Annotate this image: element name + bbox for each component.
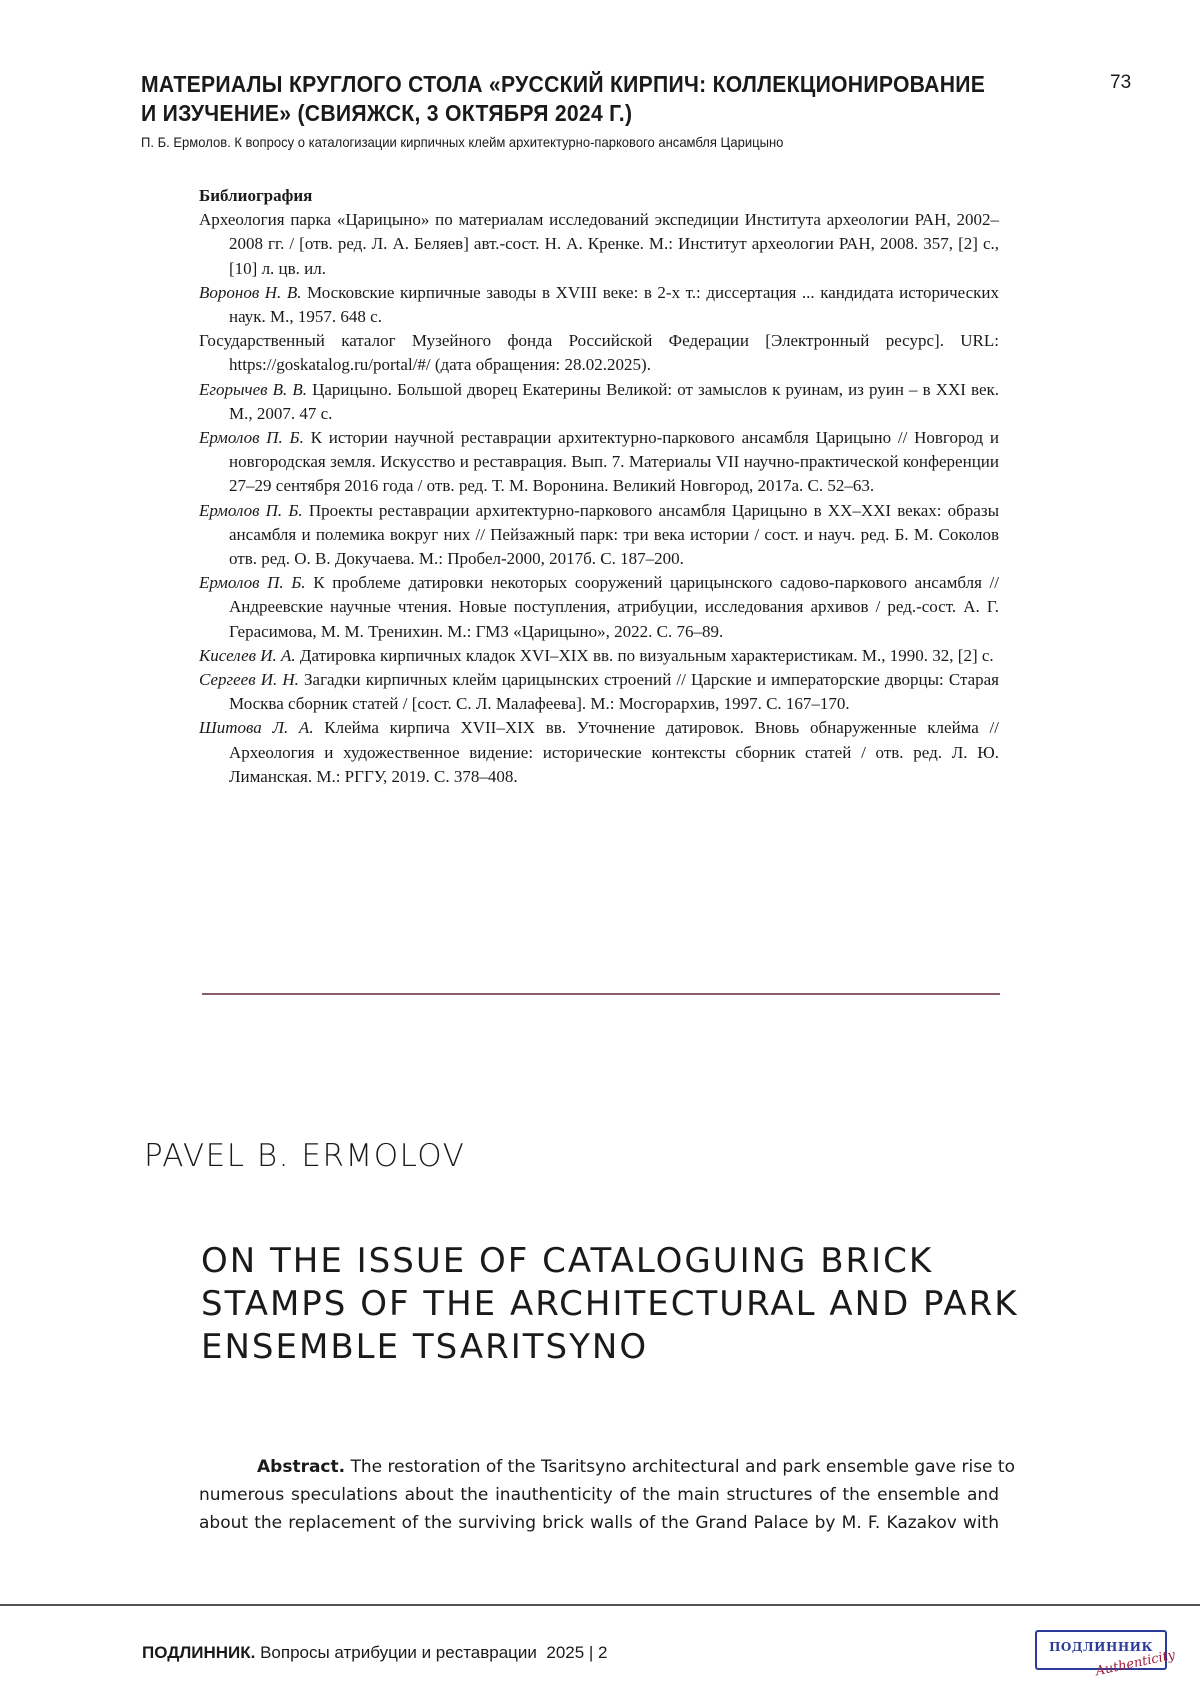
bibliography-entry	[199, 208, 999, 281]
entry-text: Проекты реставрации архитектурно-паркового ансамбля Царицыно в XX–XXI веках: образы ансамбля и полемика вокруг них // Пейзажный парк: три века истории / сост. и науч. ред. Б. М. Соколов отв. ред. О. В. Докучаева. М.: Пробел-2000, 2017б. С. 187–200.	[229, 500, 999, 569]
journal-subtitle: Вопросы атрибуции и реставрации	[255, 1643, 537, 1662]
entry-text: Государственный каталог Музейного фонда Российской Федерации [Электронный ресурс]. URL: https://goskatalog.ru/portal/#/ (дата обращения: 28.02.2025).	[199, 331, 999, 375]
title-line: МАТЕРИАЛЫ КРУГЛОГО СТОЛА «РУССКИЙ КИРПИЧ: КОЛЛЕКЦИОНИРОВАНИЕ	[141, 71, 986, 97]
title-line: STAMPS OF THE ARCHITECTURAL AND PARK	[201, 1284, 1019, 1324]
entry-text: Царицыно. Большой дворец Екатерины Великой: от замыслов к руинам, из руин – в XXI век. М., 2007. 47 с.	[229, 379, 999, 423]
entry-text: К проблеме датировки некоторых сооружений царицынского садово-паркового ансамбля // Андреевские научные чтения. Новые поступления, атрибуции, исследования архивов / ред.-сост. А. Г. Герасимова, М. М. Тренихин. М.: ГМЗ «Царицыно», 2022. С. 76–89.	[229, 573, 999, 641]
bibliography-entry	[199, 426, 999, 499]
footer-journal	[142, 1643, 608, 1663]
entry-author: Ермолов П. Б.	[199, 500, 303, 520]
entry-text: Датировка кирпичных кладок XVI–XIX вв. по визуальным характеристикам. М., 1990. 32, [2] с.	[295, 645, 994, 665]
running-title: П. Б. Ермолов. К вопросу о каталогизации кирпичных клейм архитектурно-паркового ансамбля Царицыно	[141, 134, 784, 150]
entry-author: Егорычев В. В.	[199, 379, 308, 399]
bibliography-entry	[199, 571, 999, 644]
entry-author: Ермолов П. Б.	[199, 428, 304, 448]
entry-author: Киселев И. А.	[199, 645, 296, 665]
entry-text: Клейма кирпича XVII–XIX вв. Уточнение датировок. Вновь обнаруженные клейма // Археология и художественное видение: исторические контексты сборник статей / отв. ред. Л. Ю. Лиманская. М.: РГГУ, 2019. С. 378–408.	[229, 718, 999, 786]
logo-signature: Authenticity	[1094, 1647, 1177, 1680]
entry-author: Ермолов П. Б.	[199, 573, 306, 593]
logo-text: ПОДЛИННИК	[1049, 1640, 1153, 1654]
footer-rule	[0, 1604, 1200, 1606]
abstract	[199, 1453, 1015, 1537]
entry-author: Шитова Л. А.	[199, 718, 314, 738]
entry-author: Сергеев И. Н.	[199, 670, 299, 690]
journal-section-title	[141, 70, 1006, 128]
entry-text: К истории научной реставрации архитектурно-паркового ансамбля Царицыно // Новгород и новгородская земля. Искусство и реставрация. Вып. 7. Материалы VII научно-практической конференции 27–29 сентября 2016 года / отв. ред. Т. М. Воронина. Великий Новгород, 2017а. С. 52–63.	[229, 428, 999, 496]
abstract-text: The restoration of the Tsaritsyno architectural and park ensemble gave rise to	[345, 1457, 1015, 1477]
section-divider	[202, 993, 1000, 995]
abstract-line	[199, 1453, 1015, 1481]
journal-name: ПОДЛИННИК.	[142, 1643, 256, 1662]
bibliography-entry	[199, 644, 999, 668]
title-line: ON THE ISSUE OF CATALOGUING BRICK	[201, 1241, 934, 1281]
bibliography-entry	[199, 716, 999, 789]
bibliography-entry	[199, 378, 999, 426]
page-number: 73	[1110, 72, 1132, 93]
issue-number: 2025 | 2	[546, 1643, 608, 1662]
bibliography-entry	[199, 281, 999, 329]
bibliography-entry	[199, 668, 999, 716]
entry-text: Археология парка «Царицыно» по материалам исследований экспедиции Института археологии РАН, 2002–2008 гг. / [отв. ред. Л. А. Беляев] авт.-сост. Н. А. Кренке. М.: Институт археологии РАН, 2008. 357, [2] с., [10] л. цв. ил.	[199, 210, 999, 278]
article-title	[201, 1240, 1019, 1369]
entry-text: Московские кирпичные заводы в XVIII веке: в 2-х т.: диссертация ... кандидата исторических наук. М., 1957. 648 с.	[229, 282, 999, 327]
entry-text: Загадки кирпичных клейм царицынских строений // Царские и императорские дворцы: Старая Москва сборник статей / [сост. С. Л. Малафеева]. М.: Мосгорархив, 1997. С. 167–170.	[229, 670, 999, 714]
abstract-label: Abstract.	[257, 1457, 346, 1477]
article-author: PAVEL B. ERMOLOV	[144, 1138, 466, 1174]
bibliography-entry	[199, 329, 999, 377]
title-line: И ИЗУЧЕНИЕ» (СВИЯЖСК, 3 ОКТЯБРЯ 2024 Г.)	[141, 100, 633, 126]
bibliography-entry	[199, 499, 999, 572]
bibliography-heading: Библиография	[199, 186, 313, 205]
abstract-line: about the replacement of the surviving brick walls of the Grand Palace by M. F. Kazakov with	[199, 1513, 999, 1533]
entry-author: Воронов Н. В.	[199, 282, 302, 302]
abstract-line: numerous speculations about the inauthenticity of the main structures of the ensemble and	[199, 1485, 999, 1505]
bibliography	[199, 184, 999, 789]
journal-logo-stamp	[1035, 1630, 1177, 1680]
title-line: ENSEMBLE TSARITSYNO	[201, 1327, 649, 1367]
